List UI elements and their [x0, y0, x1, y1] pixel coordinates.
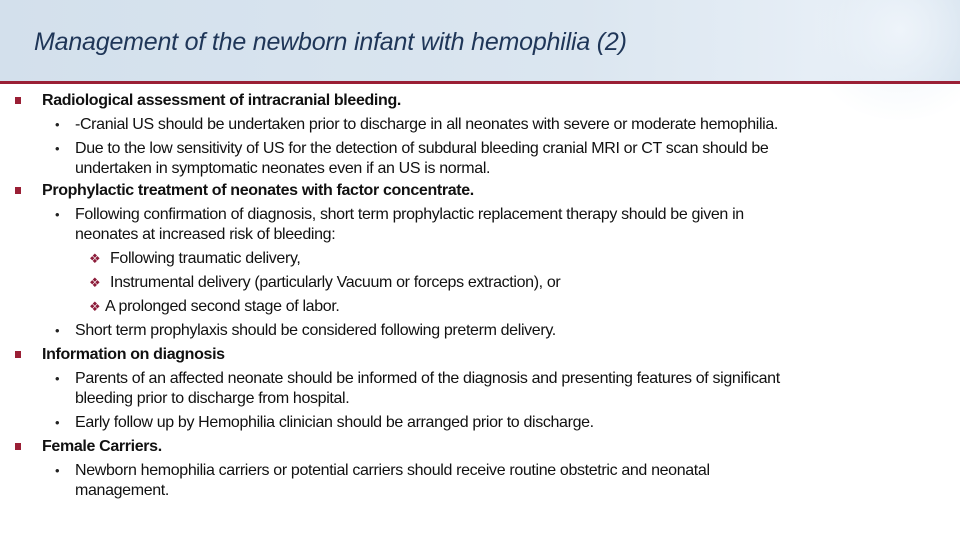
square-bullet-icon — [15, 351, 21, 358]
sub-list-item: A prolonged second stage of labor. — [105, 298, 340, 315]
dot-bullet-icon: • — [55, 463, 60, 478]
section-heading: Radiological assessment of intracranial bleeding. — [42, 92, 401, 109]
dot-bullet-icon: • — [55, 415, 60, 430]
list-item: Newborn hemophilia carriers or potential carriers should receive routine obstetric and neonatal — [75, 462, 710, 479]
sub-list-item: Instrumental delivery (particularly Vacuum or forceps extraction), or — [110, 274, 561, 291]
sub-list-item: Following traumatic delivery, — [110, 250, 301, 267]
list-item: Early follow up by Hemophilia clinician should be arranged prior to discharge. — [75, 414, 594, 431]
square-bullet-icon — [15, 187, 21, 194]
section-heading: Female Carriers. — [42, 438, 162, 455]
list-item: -Cranial US should be undertaken prior to discharge in all neonates with severe or moderate hemophilia. — [75, 116, 779, 133]
diamond-bullet-icon: ❖ — [89, 275, 101, 290]
square-bullet-icon — [15, 97, 21, 104]
list-item: Short term prophylaxis should be considered following preterm delivery. — [75, 322, 556, 339]
list-item: Following confirmation of diagnosis, short term prophylactic replacement therapy should be given in — [75, 206, 744, 223]
dot-bullet-icon: • — [55, 371, 60, 386]
list-item-continuation: bleeding prior to discharge from hospital. — [75, 390, 350, 407]
diamond-bullet-icon: ❖ — [89, 251, 101, 266]
list-item-continuation: neonates at increased risk of bleeding: — [75, 226, 336, 243]
slide-title: Management of the newborn infant with hemophilia (2) — [34, 28, 627, 56]
list-item-continuation: management. — [75, 482, 169, 499]
list-item: Parents of an affected neonate should be informed of the diagnosis and presenting features of significant — [75, 370, 780, 387]
section-heading: Information on diagnosis — [42, 346, 225, 363]
dot-bullet-icon: • — [55, 117, 60, 132]
section-heading: Prophylactic treatment of neonates with factor concentrate. — [42, 182, 474, 199]
dot-bullet-icon: • — [55, 323, 60, 338]
list-item: Due to the low sensitivity of US for the detection of subdural bleeding cranial MRI or CT scan should be — [75, 140, 769, 157]
title-divider — [0, 81, 960, 84]
diamond-bullet-icon: ❖ — [89, 299, 101, 314]
dot-bullet-icon: • — [55, 207, 60, 222]
header-glow — [800, 0, 960, 120]
list-item-continuation: undertaken in symptomatic neonates even if an US is normal. — [75, 160, 491, 177]
square-bullet-icon — [15, 443, 21, 450]
dot-bullet-icon: • — [55, 141, 60, 156]
